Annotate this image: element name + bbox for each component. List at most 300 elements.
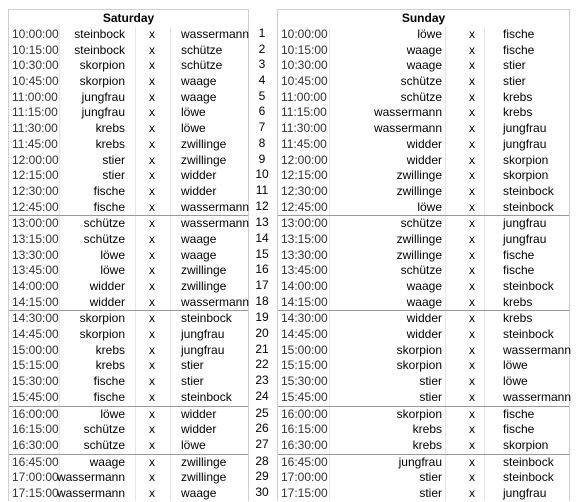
versus-mark: x [149, 358, 155, 373]
round-number: 5 [258, 88, 266, 103]
match-time: 14:45:00 [12, 327, 59, 342]
sunday-schedule [277, 9, 570, 501]
round-number: 17 [255, 278, 269, 292]
saturday-match-row [9, 90, 248, 106]
round-number: 23 [255, 373, 269, 388]
away-sign: krebs [503, 311, 533, 326]
sunday-match-row [278, 200, 569, 216]
versus-mark: x [149, 311, 155, 326]
away-sign: steinbock [503, 199, 554, 214]
versus-mark: x [469, 152, 475, 167]
versus-mark: x [469, 454, 475, 469]
match-time: 17:00:00 [12, 470, 59, 485]
versus-mark: x [149, 454, 155, 469]
versus-mark: x [469, 406, 475, 421]
home-sign: skorpion [79, 311, 125, 326]
away-sign: stier [503, 74, 526, 89]
match-time: 16:45:00 [281, 454, 328, 469]
round-number: 21 [255, 341, 269, 356]
round-number: 30 [255, 484, 269, 499]
home-sign: löwe [100, 406, 125, 421]
sunday-match-row [278, 279, 569, 295]
home-sign: widder [406, 311, 442, 326]
away-sign: jungfrau [503, 121, 547, 136]
versus-mark: x [149, 183, 155, 198]
home-sign: krebs [95, 358, 125, 373]
saturday-schedule [8, 9, 249, 501]
match-time: 13:30:00 [12, 247, 59, 262]
match-time: 14:00:00 [281, 279, 328, 293]
home-sign: wassermann [373, 105, 442, 120]
round-number: 11 [255, 182, 269, 197]
versus-mark: x [149, 422, 155, 437]
away-sign: zwillinge [181, 454, 227, 469]
away-sign: zwillinge [181, 470, 227, 485]
saturday-match-row [9, 327, 248, 343]
saturday-title: Saturday [102, 11, 155, 25]
saturday-match-row [9, 263, 248, 279]
versus-mark: x [469, 327, 475, 342]
match-time: 14:45:00 [281, 327, 328, 342]
match-time: 16:30:00 [12, 437, 59, 452]
sunday-match-row [278, 74, 569, 90]
sunday-match-row [278, 295, 569, 311]
home-sign: krebs [95, 136, 125, 151]
away-sign: waage [181, 89, 217, 104]
round-number: 29 [255, 469, 269, 484]
away-sign: schütze [181, 58, 223, 73]
away-sign: jungfrau [503, 216, 547, 231]
home-sign: skorpion [79, 327, 125, 342]
sunday-match-row [278, 342, 572, 359]
saturday-match-row [9, 406, 248, 423]
versus-mark: x [469, 42, 475, 57]
saturday-match-row [9, 343, 248, 359]
round-number: 18 [255, 293, 269, 308]
versus-mark: x [469, 247, 475, 262]
home-sign: stier [419, 389, 442, 404]
match-time: 15:00:00 [281, 342, 328, 357]
home-sign: widder [406, 136, 442, 151]
match-time: 12:45:00 [12, 199, 59, 214]
saturday-match-row [9, 438, 248, 454]
match-time: 11:15:00 [281, 105, 327, 120]
versus-mark: x [149, 121, 155, 136]
away-sign: wassermann [181, 294, 250, 309]
match-time: 11:45:00 [281, 136, 327, 151]
saturday-match-row [9, 358, 248, 374]
away-sign: waage [181, 247, 217, 262]
away-sign: skorpion [503, 437, 549, 452]
away-sign: steinbock [503, 454, 554, 469]
match-time: 12:30:00 [281, 183, 328, 198]
home-sign: waage [406, 294, 442, 309]
away-sign: skorpion [503, 168, 549, 183]
home-sign: krebs [95, 342, 125, 357]
match-time: 10:00:00 [281, 27, 328, 41]
versus-mark: x [149, 342, 155, 357]
versus-mark: x [469, 121, 475, 136]
home-sign: stier [419, 374, 442, 389]
away-sign: jungfrau [503, 231, 547, 246]
away-sign: wassermann [181, 216, 250, 231]
saturday-match-row [9, 58, 248, 74]
versus-mark: x [149, 485, 155, 500]
home-sign: fische [93, 374, 125, 389]
home-sign: krebs [412, 422, 442, 437]
saturday-match-row [9, 374, 248, 390]
round-number: 9 [258, 151, 266, 166]
round-number: 7 [258, 120, 266, 135]
match-time: 12:30:00 [12, 183, 59, 198]
versus-mark: x [469, 470, 475, 485]
round-number: 16 [255, 262, 269, 277]
sunday-match-row [278, 232, 569, 248]
home-sign: jungfrau [81, 89, 125, 104]
away-sign: fische [503, 263, 535, 278]
sunday-match-row [278, 406, 569, 423]
round-number: 15 [255, 246, 269, 261]
round-number: 4 [258, 73, 266, 88]
saturday-match-row [9, 121, 248, 137]
match-time: 14:30:00 [12, 311, 59, 326]
sunday-match-row [278, 454, 569, 471]
away-sign: löwe [503, 358, 528, 373]
home-sign: löwe [417, 199, 442, 214]
round-number: 10 [255, 167, 269, 182]
home-sign: fische [93, 389, 125, 404]
home-sign: wassermann [56, 470, 125, 485]
home-sign: zwillinge [396, 168, 442, 183]
home-sign: zwillinge [396, 231, 442, 246]
away-sign: wassermann [181, 199, 250, 214]
match-time: 16:00:00 [281, 406, 328, 421]
match-time: 16:15:00 [281, 422, 328, 437]
home-sign: krebs [95, 121, 125, 136]
away-sign: löwe [181, 105, 206, 120]
versus-mark: x [149, 216, 155, 231]
saturday-match-row [9, 200, 248, 216]
home-sign: fische [93, 199, 125, 214]
home-sign: skorpion [79, 74, 125, 89]
away-sign: zwillinge [181, 136, 227, 151]
home-sign: wassermann [373, 121, 442, 136]
sunday-match-row [278, 374, 569, 390]
versus-mark: x [469, 279, 475, 293]
away-sign: zwillinge [181, 263, 227, 278]
versus-mark: x [149, 231, 155, 246]
versus-mark: x [149, 437, 155, 452]
match-time: 11:00:00 [12, 89, 58, 104]
away-sign: löwe [181, 437, 206, 452]
match-time: 15:15:00 [281, 358, 328, 373]
round-number: 6 [258, 104, 266, 119]
home-sign: widder [89, 279, 125, 293]
match-time: 11:30:00 [12, 121, 58, 136]
away-sign: jungfrau [181, 342, 225, 357]
away-sign: widder [181, 183, 217, 198]
home-sign: krebs [412, 437, 442, 452]
sunday-match-row [278, 137, 569, 153]
match-time: 10:15:00 [12, 42, 59, 57]
match-time: 10:45:00 [12, 74, 59, 89]
saturday-match-row [9, 74, 248, 90]
sunday-match-row [278, 105, 569, 121]
round-number: 24 [255, 388, 269, 403]
home-sign: schütze [400, 216, 442, 231]
home-sign: stier [102, 152, 125, 167]
away-sign: jungfrau [503, 136, 547, 151]
saturday-match-row [9, 105, 248, 121]
match-time: 12:00:00 [281, 152, 328, 167]
away-sign: widder [181, 168, 217, 183]
sunday-match-row [278, 310, 569, 327]
home-sign: schütze [83, 231, 125, 246]
round-number: 13 [255, 215, 269, 230]
saturday-match-row [9, 486, 248, 502]
round-number: 27 [255, 436, 269, 451]
away-sign: löwe [503, 374, 528, 389]
saturday-match-row [9, 310, 248, 327]
versus-mark: x [469, 294, 475, 309]
versus-mark: x [149, 247, 155, 262]
versus-mark: x [149, 168, 155, 183]
match-time: 12:45:00 [281, 199, 328, 214]
saturday-match-row [9, 184, 248, 200]
sunday-match-row [278, 58, 569, 74]
match-time: 15:15:00 [12, 358, 59, 373]
saturday-match-row [9, 390, 248, 406]
round-number: 1 [258, 26, 266, 40]
away-sign: jungfrau [503, 485, 547, 500]
away-sign: steinbock [181, 311, 232, 326]
sunday-match-row [278, 168, 569, 184]
match-time: 14:30:00 [281, 311, 328, 326]
home-sign: waage [406, 42, 442, 57]
round-number: 25 [255, 405, 269, 420]
versus-mark: x [149, 374, 155, 389]
match-time: 13:00:00 [12, 216, 59, 231]
sunday-match-row [278, 438, 569, 454]
versus-mark: x [469, 136, 475, 151]
versus-mark: x [149, 294, 155, 309]
versus-mark: x [469, 58, 475, 73]
versus-mark: x [149, 327, 155, 342]
match-time: 15:30:00 [281, 374, 328, 389]
match-time: 13:15:00 [281, 231, 328, 246]
versus-mark: x [149, 105, 155, 120]
round-number: 20 [255, 326, 269, 341]
sunday-match-row [278, 358, 569, 374]
versus-mark: x [469, 168, 475, 183]
match-time: 17:15:00 [281, 485, 328, 500]
versus-mark: x [149, 389, 155, 404]
match-time: 11:15:00 [12, 105, 58, 120]
home-sign: skorpion [79, 58, 125, 73]
match-time: 15:45:00 [12, 389, 59, 404]
sunday-match-row [278, 153, 569, 169]
round-numbers [247, 26, 277, 501]
home-sign: stier [102, 168, 125, 183]
home-sign: steinbock [74, 27, 125, 41]
saturday-match-row [9, 279, 248, 295]
round-number: 22 [255, 357, 269, 372]
match-time: 10:30:00 [12, 58, 59, 73]
home-sign: stier [419, 470, 442, 485]
versus-mark: x [469, 89, 475, 104]
away-sign: fische [503, 247, 535, 262]
versus-mark: x [469, 199, 475, 214]
home-sign: widder [406, 152, 442, 167]
match-time: 17:00:00 [281, 470, 328, 485]
round-number: 28 [255, 453, 269, 468]
home-sign: zwillinge [396, 247, 442, 262]
home-sign: waage [406, 279, 442, 293]
match-time: 14:15:00 [281, 294, 328, 309]
match-time: 11:45:00 [12, 136, 58, 151]
sunday-match-row [278, 121, 569, 137]
versus-mark: x [149, 406, 155, 421]
versus-mark: x [469, 342, 475, 357]
home-sign: waage [89, 454, 125, 469]
round-number: 26 [255, 421, 269, 436]
away-sign: steinbock [503, 183, 554, 198]
saturday-match-row [9, 295, 248, 311]
versus-mark: x [149, 470, 155, 485]
saturday-match-row [9, 422, 248, 438]
match-time: 10:30:00 [281, 58, 328, 73]
versus-mark: x [469, 183, 475, 198]
sunday-match-row [278, 422, 569, 438]
versus-mark: x [149, 89, 155, 104]
away-sign: fische [503, 27, 535, 41]
match-time: 13:00:00 [281, 216, 328, 231]
versus-mark: x [149, 27, 155, 41]
match-time: 12:15:00 [281, 168, 328, 183]
saturday-match-row [9, 153, 248, 169]
sunday-match-row [278, 27, 569, 43]
away-sign: fische [503, 42, 535, 57]
away-sign: wassermann [503, 342, 572, 357]
match-time: 10:15:00 [281, 42, 328, 57]
away-sign: waage [181, 74, 217, 89]
versus-mark: x [469, 389, 475, 404]
saturday-match-row [9, 27, 248, 43]
saturday-match-row [9, 248, 248, 264]
home-sign: zwillinge [396, 183, 442, 198]
sunday-match-row [278, 215, 569, 232]
versus-mark: x [469, 231, 475, 246]
sunday-match-row [278, 184, 569, 200]
home-sign: skorpion [396, 406, 442, 421]
match-time: 11:30:00 [281, 121, 327, 136]
home-sign: widder [406, 327, 442, 342]
match-time: 13:45:00 [281, 263, 328, 278]
versus-mark: x [149, 136, 155, 151]
saturday-match-row [9, 454, 248, 471]
versus-mark: x [469, 437, 475, 452]
versus-mark: x [149, 42, 155, 57]
sunday-match-row [278, 470, 569, 486]
away-sign: wassermann [503, 389, 572, 404]
home-sign: löwe [100, 247, 125, 262]
home-sign: schütze [400, 74, 442, 89]
away-sign: waage [181, 485, 217, 500]
versus-mark: x [149, 279, 155, 293]
away-sign: krebs [503, 105, 533, 120]
match-time: 16:45:00 [12, 454, 59, 469]
home-sign: schütze [83, 422, 125, 437]
sunday-match-row [278, 486, 569, 502]
versus-mark: x [469, 74, 475, 89]
away-sign: skorpion [503, 152, 549, 167]
match-time: 13:30:00 [281, 247, 328, 262]
versus-mark: x [469, 485, 475, 500]
versus-mark: x [149, 152, 155, 167]
home-sign: waage [406, 58, 442, 73]
round-number: 14 [255, 230, 269, 245]
match-time: 16:00:00 [12, 406, 59, 421]
saturday-match-row [9, 43, 248, 59]
away-sign: stier [503, 58, 526, 73]
match-time: 15:45:00 [281, 389, 328, 404]
away-sign: steinbock [503, 470, 554, 485]
match-time: 12:15:00 [12, 168, 59, 183]
saturday-rows [9, 27, 248, 502]
match-time: 15:30:00 [12, 374, 59, 389]
sunday-match-row [278, 389, 572, 406]
home-sign: fische [93, 183, 125, 198]
away-sign: widder [181, 406, 217, 421]
versus-mark: x [469, 422, 475, 437]
match-time: 15:00:00 [12, 342, 59, 357]
away-sign: löwe [181, 121, 206, 136]
sunday-match-row [278, 90, 569, 106]
match-time: 14:15:00 [12, 294, 59, 309]
match-time: 13:15:00 [12, 231, 59, 246]
round-number: 8 [258, 135, 266, 150]
versus-mark: x [149, 74, 155, 89]
away-sign: krebs [503, 294, 533, 309]
saturday-match-row [9, 470, 248, 486]
home-sign: jungfrau [81, 105, 125, 120]
round-number: 19 [255, 310, 269, 325]
versus-mark: x [469, 216, 475, 231]
saturday-match-row [9, 137, 248, 153]
away-sign: schütze [181, 42, 223, 57]
versus-mark: x [469, 263, 475, 278]
home-sign: schütze [83, 216, 125, 231]
match-time: 11:00:00 [281, 89, 327, 104]
away-sign: widder [181, 422, 217, 437]
home-sign: wassermann [56, 485, 125, 500]
home-sign: steinbock [74, 42, 125, 57]
away-sign: stier [181, 358, 204, 373]
away-sign: waage [181, 231, 217, 246]
away-sign: wassermann [181, 27, 250, 41]
home-sign: skorpion [396, 358, 442, 373]
home-sign: skorpion [396, 342, 442, 357]
versus-mark: x [149, 199, 155, 214]
sunday-match-row [278, 248, 569, 264]
away-sign: zwillinge [181, 152, 227, 167]
versus-mark: x [469, 27, 475, 41]
away-sign: fische [503, 422, 535, 437]
home-sign: löwe [100, 263, 125, 278]
away-sign: jungfrau [181, 327, 225, 342]
versus-mark: x [469, 105, 475, 120]
away-sign: fische [503, 406, 535, 421]
